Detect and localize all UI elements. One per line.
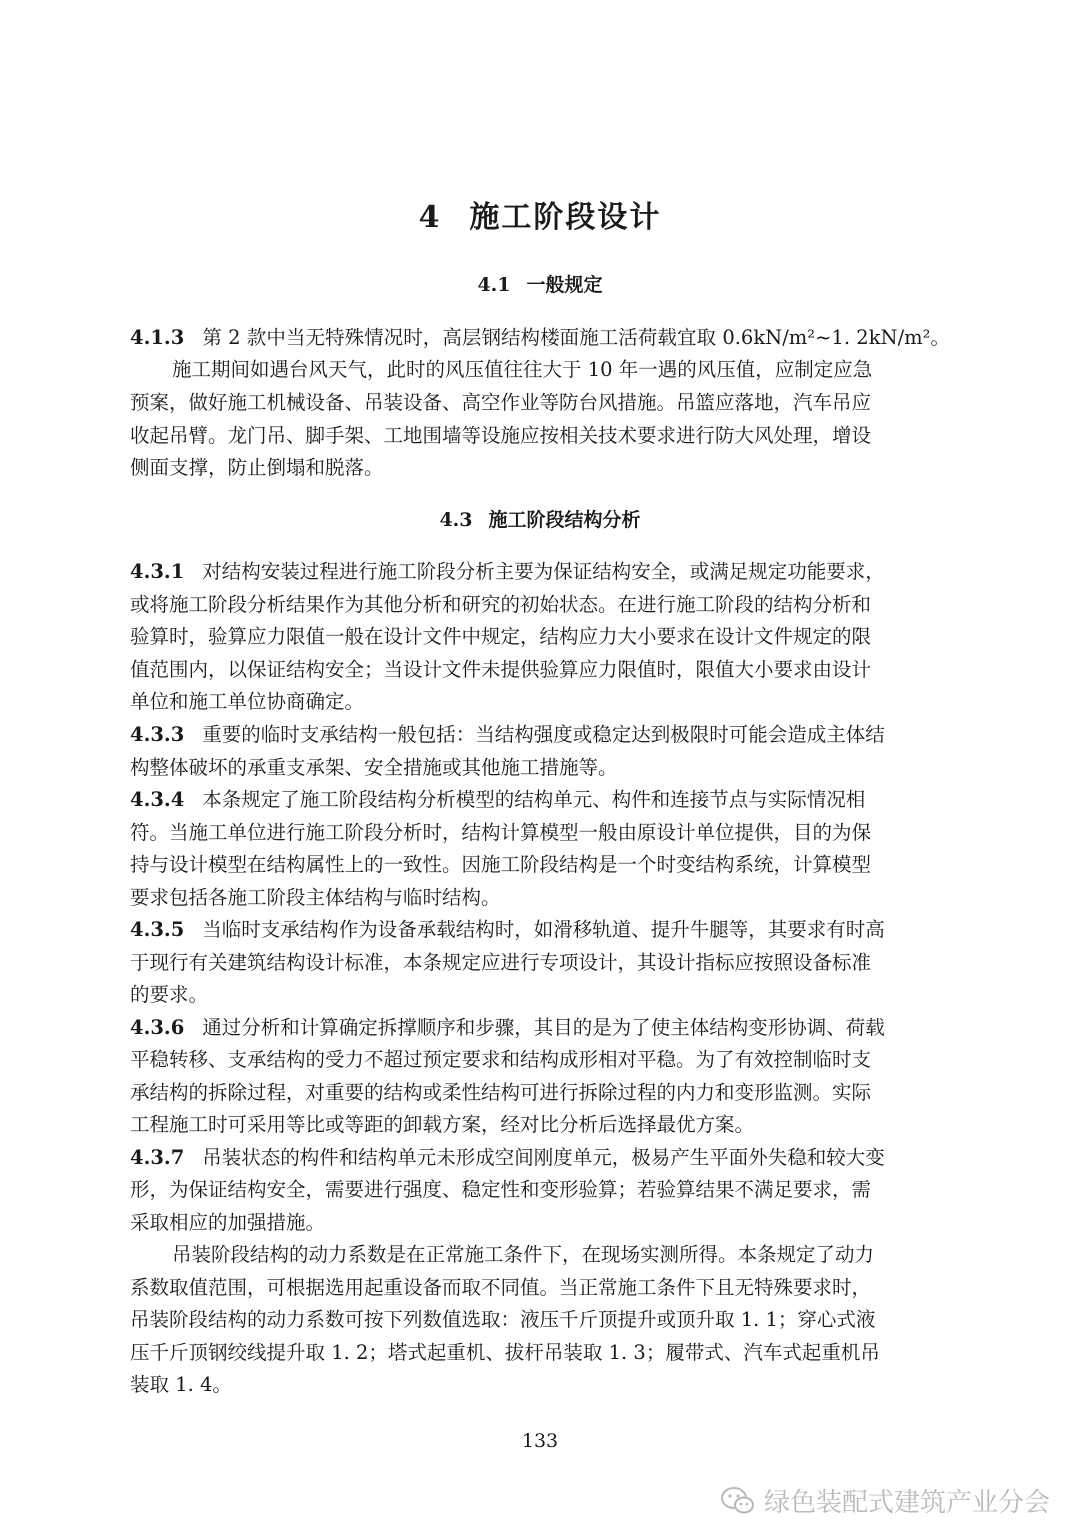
wechat-icon xyxy=(720,1486,756,1516)
clause-number: 4.3.4 xyxy=(130,788,185,811)
text-line xyxy=(130,1174,950,1206)
clause-line xyxy=(130,1142,950,1174)
text-line xyxy=(130,1239,992,1271)
line-text: 工程施工时可采用等比或等距的卸载方案，经对比分析后选择最优方案。 xyxy=(130,1113,755,1136)
text-line xyxy=(130,420,950,452)
line-text: 的要求。 xyxy=(130,983,209,1006)
text-line xyxy=(130,752,950,784)
section-title-4-3 xyxy=(0,505,1080,532)
clause-line xyxy=(130,556,950,588)
line-text: 于现行有关建筑结构设计标准，本条规定应进行专项设计，其设计指标应按照设备标准 xyxy=(130,951,872,974)
text-line xyxy=(130,1109,950,1141)
text-line xyxy=(130,1304,950,1336)
clause-line xyxy=(130,719,950,751)
line-text: 单位和施工单位协商确定。 xyxy=(130,690,365,713)
text-line xyxy=(130,686,950,718)
line-text: 重要的临时支承结构一般包括：当结构强度或稳定达到极限时可能会造成主体结 xyxy=(202,723,885,746)
text-line xyxy=(130,621,950,653)
line-text: 收起吊臂。龙门吊、脚手架、工地围墙等设施应按相关技术要求进行防大风处理，增设 xyxy=(130,424,872,447)
text-line xyxy=(130,817,950,849)
line-text: 施工期间如遇台风天气，此时的风压值往往大于 10 年一遇的风压值，应制定应急 xyxy=(172,358,873,381)
line-text: 当临时支承结构作为设备承载结构时，如滑移轨道、提升牛腿等，其要求有时高 xyxy=(202,918,885,941)
line-text: 或将施工阶段分析结果作为其他分析和研究的初始状态。在进行施工阶段的结构分析和 xyxy=(130,593,872,616)
line-text: 符。当施工单位进行施工阶段分析时，结构计算模型一般由原设计单位提供，目的为保 xyxy=(130,821,872,844)
chapter-title xyxy=(0,192,1080,236)
text-line xyxy=(130,589,950,621)
line-text: 系数取值范围，可根据选用起重设备而取不同值。当正常施工条件下且无特殊要求时， xyxy=(130,1276,872,1299)
text-line xyxy=(130,1044,950,1076)
text-line xyxy=(130,354,992,386)
section-title-text: 施工阶段结构分析 xyxy=(488,509,641,531)
clause-line xyxy=(130,1012,950,1044)
line-text: 值范围内，以保证结构安全；当设计文件未提供验算应力限值时，限值大小要求由设计 xyxy=(130,658,872,681)
text-line xyxy=(130,979,950,1011)
section-number: 4.3 xyxy=(439,509,473,531)
line-text: 对结构安装过程进行施工阶段分析主要为保证结构安全，或满足规定功能要求， xyxy=(202,560,885,583)
line-text: 平稳转移、支承结构的受力不超过预定要求和结构成形相对平稳。为了有效控制临时支 xyxy=(130,1048,872,1071)
line-text: 装取 1. 4。 xyxy=(130,1373,232,1396)
text-line xyxy=(130,654,950,686)
text-line xyxy=(130,1077,950,1109)
clause-number: 4.3.1 xyxy=(130,560,185,583)
watermark-text: 绿色装配式建筑产业分会 xyxy=(763,1488,1050,1518)
clause-number: 4.1.3 xyxy=(130,326,185,349)
line-text: 承结构的拆除过程，对重要的结构或柔性结构可进行拆除过程的内力和变形监测。实际 xyxy=(130,1081,872,1104)
clause-line xyxy=(130,322,950,354)
text-line xyxy=(130,452,950,484)
clause-line xyxy=(130,784,950,816)
text-line xyxy=(130,1369,950,1401)
text-line xyxy=(130,387,950,419)
line-text: 吊装阶段结构的动力系数可按下列数值选取：液压千斤顶提升或顶升取 1. 1；穿心式液 xyxy=(130,1308,876,1331)
line-text: 要求包括各施工阶段主体结构与临时结构。 xyxy=(130,886,501,909)
clause-number: 4.3.6 xyxy=(130,1016,185,1039)
line-text: 本条规定了施工阶段结构分析模型的结构单元、构件和连接节点与实际情况相 xyxy=(202,788,866,811)
clause-number: 4.3.5 xyxy=(130,918,185,941)
text-line xyxy=(130,1337,950,1369)
text-line xyxy=(130,882,950,914)
clause-number: 4.3.3 xyxy=(130,723,185,746)
clause-line xyxy=(130,914,950,946)
section-title-text: 一般规定 xyxy=(526,274,603,296)
line-text: 第 2 款中当无特殊情况时，高层钢结构楼面施工活荷载宜取 0.6kN/m²~1. 2kN/m²。 xyxy=(202,326,950,349)
chapter-number: 4 xyxy=(418,200,442,235)
watermark xyxy=(720,1482,1050,1519)
line-text: 验算时，验算应力限值一般在设计文件中规定，结构应力大小要求在设计文件规定的限 xyxy=(130,625,872,648)
text-line xyxy=(130,849,950,881)
line-text: 构整体破坏的承重支承架、安全措施或其他施工措施等。 xyxy=(130,756,618,779)
text-line xyxy=(130,1207,950,1239)
text-line xyxy=(130,947,950,979)
chapter-title-text: 施工阶段设计 xyxy=(469,200,662,235)
section-number: 4.1 xyxy=(477,274,511,296)
line-text: 采取相应的加强措施。 xyxy=(130,1211,326,1234)
clause-number: 4.3.7 xyxy=(130,1146,185,1169)
line-text: 通过分析和计算确定拆撑顺序和步骤，其目的是为了使主体结构变形协调、荷载 xyxy=(202,1016,885,1039)
line-text: 预案，做好施工机械设备、吊装设备、高空作业等防台风措施。吊篮应落地，汽车吊应 xyxy=(130,391,872,414)
line-text: 持与设计模型在结构属性上的一致性。因施工阶段结构是一个时变结构系统，计算模型 xyxy=(130,853,872,876)
line-text: 吊装阶段结构的动力系数是在正常施工条件下，在现场实测所得。本条规定了动力 xyxy=(172,1243,875,1266)
page-number: 133 xyxy=(521,1430,559,1452)
section-title-4-1 xyxy=(0,270,1080,297)
line-text: 形，为保证结构安全，需要进行强度、稳定性和变形验算；若验算结果不满足要求，需 xyxy=(130,1178,872,1201)
line-text: 吊装状态的构件和结构单元未形成空间刚度单元，极易产生平面外失稳和较大变 xyxy=(202,1146,885,1169)
text-line xyxy=(130,1272,950,1304)
line-text: 侧面支撑，防止倒塌和脱落。 xyxy=(130,456,384,479)
line-text: 压千斤顶钢绞线提升取 1. 2；塔式起重机、拔杆吊装取 1. 3；履带式、汽车式起重机吊 xyxy=(130,1341,880,1364)
